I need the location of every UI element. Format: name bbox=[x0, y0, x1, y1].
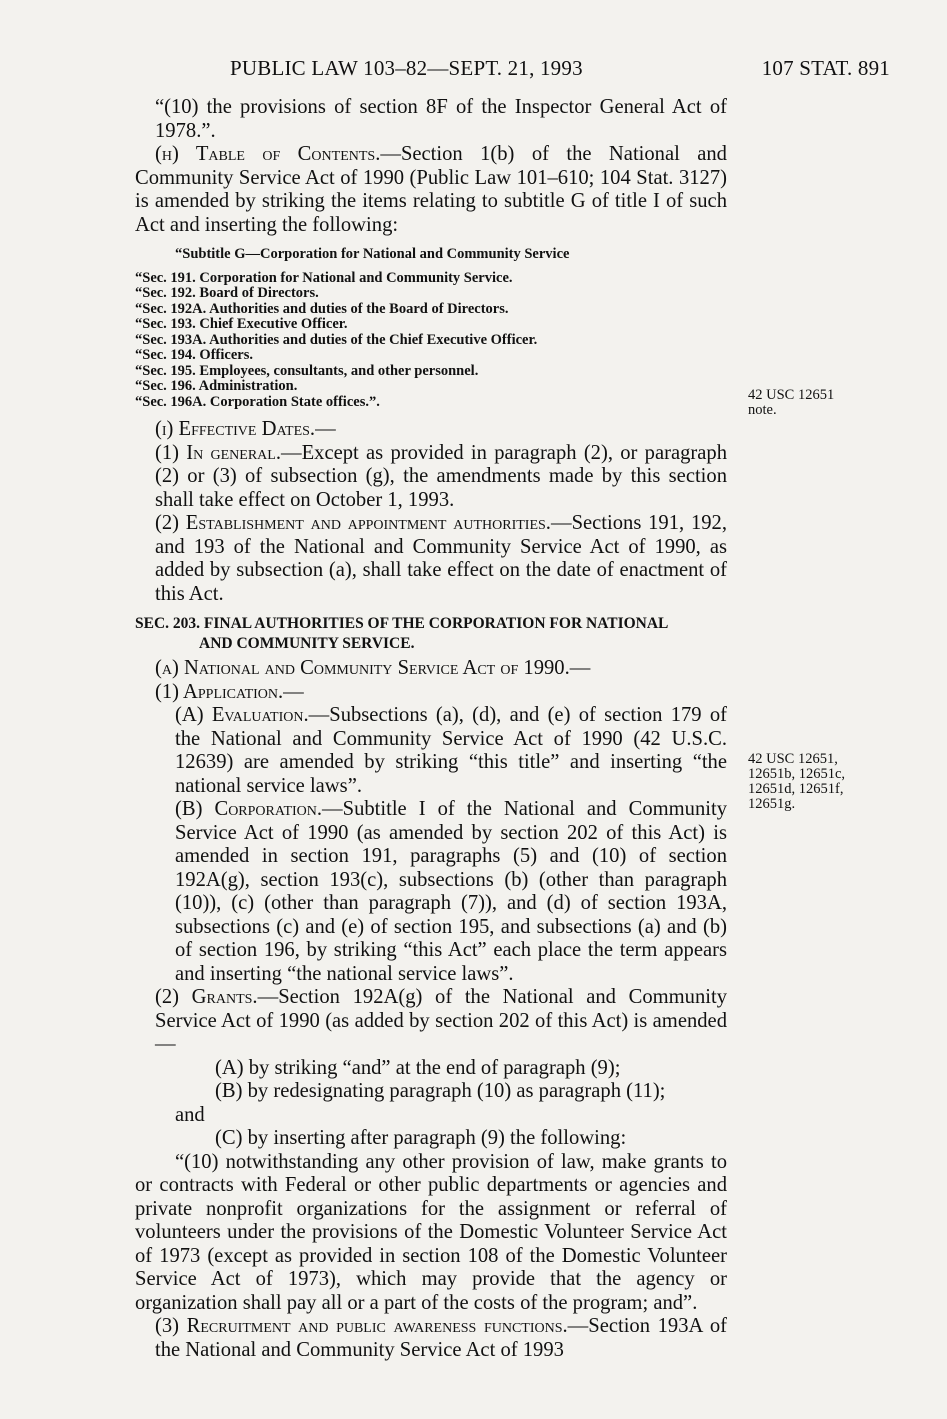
paragraph-a3-recruitment bbox=[135, 1315, 727, 1362]
paragraph-a2C: (C) by inserting after paragraph (9) the following: bbox=[215, 1127, 627, 1149]
paragraph-i-dash: — bbox=[315, 418, 336, 440]
paragraph-i-label: (i) Effective Dates. bbox=[155, 418, 316, 440]
section-203-heading bbox=[135, 614, 727, 654]
paragraph-quote-10-grants: “(10) notwithstanding any other provision of law, make grants to or contracts with Federal or other public departments or agencies and private nonprofit organizations for the assignment or referral of volunteers under the provisions of the Domestic Volunteer Service Act of 1973 (except as provided in section 108 of the Domestic Volunteer Service Act of 1973), which may provide that the agency or organization shall pay all or a part of the costs of the program; and”. bbox=[135, 1150, 727, 1314]
paragraph-aB-text: —Subtitle I of the National and Community Service Act of 1990 (as amended by section 202 of this Act) is amended in section 191, paragraphs (5) and (10) of section 192A(g), section 193(c), subsections (b) (other than paragraph (10)), (c) (other than paragraph (7)), and (d) of section 193A, subsections (c) and (e) of section 195, and subsections (a) and (b) of section 196, by striking “this Act” each place the term appears and inserting “the national service laws”. bbox=[175, 798, 727, 985]
paragraph-aB-corporation bbox=[135, 798, 727, 986]
paragraph-quote-10-ig: “(10) the provisions of section 8F of the Inspector General Act of 1978.”. bbox=[155, 96, 727, 142]
margin-note-usc-12651-series bbox=[748, 752, 845, 812]
paragraph-i2-label: (2) Establishment and appointment authorities. bbox=[155, 512, 551, 534]
paragraph-a2-text: —Section 192A(g) of the National and Community Service Act of 1990 (as added by section 202 of this Act) is amended— bbox=[155, 986, 727, 1055]
paragraph-aA-label: (A) Evaluation. bbox=[175, 704, 309, 726]
toc-item: “Sec. 196. Administration. bbox=[135, 378, 298, 394]
margin-note-line: 42 USC 12651, bbox=[748, 751, 838, 767]
page-header bbox=[230, 56, 890, 86]
header-title: PUBLIC LAW 103–82—SEPT. 21, 1993 bbox=[230, 56, 583, 80]
paragraph-a2B-and: and bbox=[175, 1103, 205, 1126]
paragraph-a1-label: (1) Application. bbox=[155, 680, 284, 703]
toc-item: “Sec. 193. Chief Executive Officer. bbox=[135, 316, 348, 332]
toc-item: “Sec. 192. Board of Directors. bbox=[135, 285, 319, 301]
paragraph-a-label: (a) National and Community Service Act of 1990. bbox=[155, 657, 570, 679]
toc-item: “Sec. 196A. Corporation State offices.”. bbox=[135, 393, 380, 410]
paragraph-a2B: (B) by redesignating paragraph (10) as paragraph (11); bbox=[215, 1080, 666, 1102]
toc-item: “Sec. 191. Corporation for National and Community Service. bbox=[135, 269, 513, 286]
margin-note-line: 12651d, 12651f, bbox=[748, 781, 844, 797]
margin-note-line: 42 USC 12651 bbox=[748, 387, 835, 403]
paragraph-a3-label: (3) Recruitment and public awareness functions. bbox=[155, 1315, 568, 1337]
paragraph-h-text: —Section 1(b) of the National and Community Service Act of 1990 (Public Law 101–610; 104 Stat. 3127) is amended by striking the items relating to subtitle G of title I of such Act and inserting the following: bbox=[135, 143, 727, 236]
toc-subtitle-heading: “Subtitle G—Corporation for National and Community Service bbox=[175, 246, 570, 262]
toc-item: “Sec. 193A. Authorities and duties of the Chief Executive Officer. bbox=[135, 331, 538, 348]
paragraph-a2-grants bbox=[135, 986, 727, 1057]
margin-note-line: 12651b, 12651c, bbox=[748, 766, 846, 782]
header-stat-page: 107 STAT. 891 bbox=[761, 56, 890, 80]
paragraph-aA-evaluation bbox=[135, 704, 727, 798]
paragraph-aA-text: —Subsections (a), (d), and (e) of section 179 of the National and Community Service Act of 1990 (42 U.S.C. 12639) are amended by striking “this title” and inserting “the national service laws”. bbox=[175, 704, 727, 797]
paragraph-i1-in-general bbox=[135, 442, 727, 513]
document-body bbox=[135, 96, 727, 1362]
toc-item: “Sec. 195. Employees, consultants, and other personnel. bbox=[135, 362, 479, 379]
paragraph-i1-label: (1) In general. bbox=[155, 441, 281, 464]
paragraph-i2-establishment bbox=[135, 512, 727, 606]
paragraph-aB-label: (B) Corporation. bbox=[175, 798, 323, 820]
toc-item: “Sec. 194. Officers. bbox=[135, 347, 253, 363]
paragraph-h-table-of-contents bbox=[135, 143, 727, 237]
paragraph-h-label: (h) Table of Contents. bbox=[155, 143, 381, 165]
paragraph-i1-text: —Except as provided in paragraph (2), or paragraph (2) or (3) of subsection (g), the amendments made by this section shall take effect on October 1, 1993. bbox=[155, 441, 727, 511]
margin-note-usc-12651 bbox=[748, 388, 834, 418]
paragraph-a2-label: (2) Grants. bbox=[155, 986, 258, 1008]
margin-note-line: note. bbox=[748, 402, 777, 418]
paragraph-a1-application bbox=[135, 681, 727, 705]
paragraph-a3-text: —Section 193A of the National and Community Service Act of 1993 bbox=[155, 1315, 727, 1361]
section-heading-line-2: AND COMMUNITY SERVICE. bbox=[199, 635, 415, 652]
paragraph-a2A: (A) by striking “and” at the end of paragraph (9); bbox=[215, 1056, 621, 1079]
margin-note-line: 12651g. bbox=[748, 796, 796, 812]
toc-item: “Sec. 192A. Authorities and duties of the Board of Directors. bbox=[135, 300, 509, 317]
paragraph-i2-text: —Sections 191, 192, and 193 of the National and Community Service Act of 1990, as added by subsection (a), shall take effect on the date of enactment of this Act. bbox=[155, 512, 727, 605]
paragraph-i-effective-dates bbox=[135, 418, 727, 442]
section-heading-line-1: SEC. 203. FINAL AUTHORITIES OF THE CORPORATION FOR NATIONAL bbox=[135, 615, 669, 632]
table-of-contents-insert bbox=[135, 247, 727, 410]
paragraph-a-dash: — bbox=[569, 657, 591, 679]
paragraph-a1-dash: — bbox=[283, 680, 304, 703]
paragraph-a-ncsa-1990 bbox=[135, 657, 727, 681]
